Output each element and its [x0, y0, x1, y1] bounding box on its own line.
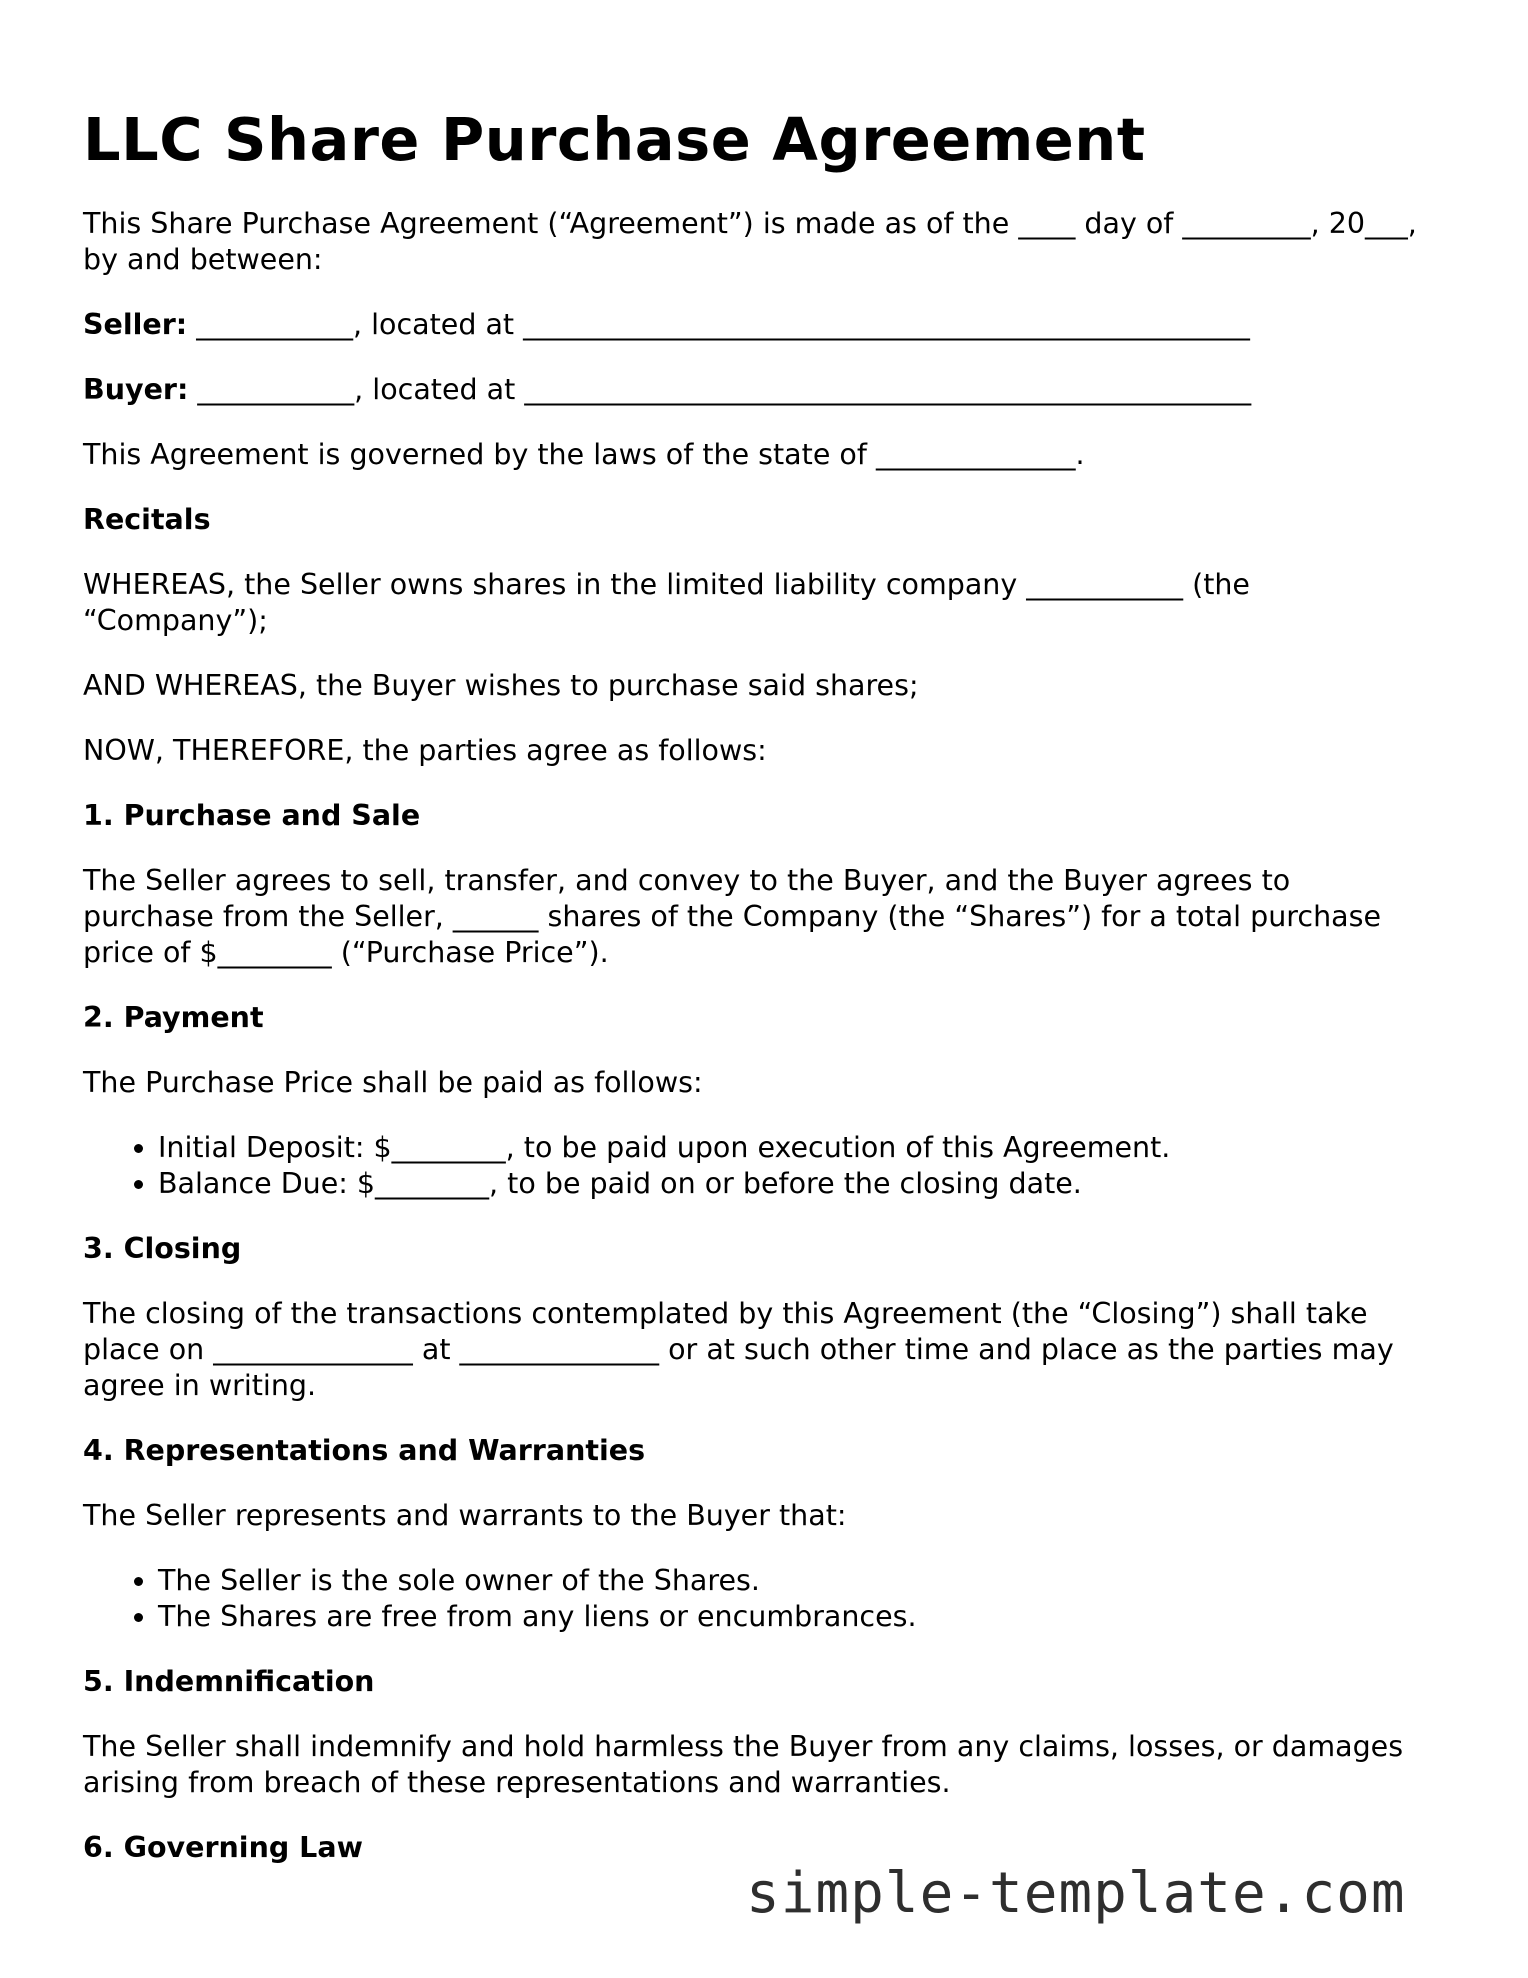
now-therefore-paragraph: NOW, THEREFORE, the parties agree as follows: — [83, 734, 767, 767]
list-item: • Initial Deposit: $________, to be paid upon execution of this Agreement. — [158, 1130, 1423, 1166]
buyer-label: Buyer: — [83, 373, 189, 406]
warranties-list — [83, 1563, 1423, 1635]
section-3-heading: 3. Closing — [83, 1232, 242, 1265]
whereas-paragraph-2: AND WHEREAS, the Buyer wishes to purchase said shares; — [83, 669, 919, 702]
payment-list — [83, 1130, 1423, 1202]
section-1-heading: 1. Purchase and Sale — [83, 799, 421, 832]
intro-paragraph: This Share Purchase Agreement (“Agreement”) is made as of the ____ day of _________, 20___, by and between: — [83, 207, 1417, 276]
section-1-body: The Seller agrees to sell, transfer, and convey to the Buyer, and the Buyer agrees to purchase from the Seller, ______ shares of the Company (the “Shares”) for a total purchase price of $________ (“Purchase Price”). — [83, 864, 1381, 969]
list-item: • The Shares are free from any liens or encumbrances. — [158, 1599, 1423, 1635]
seller-label: Seller: — [83, 308, 188, 341]
document-title: LLC Share Purchase Agreement — [83, 105, 1146, 174]
recitals-heading: Recitals — [83, 503, 211, 536]
governing-state-line: This Agreement is governed by the laws of the state of ______________. — [83, 438, 1085, 471]
section-6-heading: 6. Governing Law — [83, 1831, 363, 1864]
list-item: • Balance Due: $________, to be paid on or before the closing date. — [158, 1166, 1423, 1202]
watermark: simple-template.com — [746, 1861, 1406, 1926]
section-5-heading: 5. Indemnification — [83, 1665, 375, 1698]
section-2-body: The Purchase Price shall be paid as follows: — [83, 1066, 703, 1099]
buyer-text: ___________, located at ___________________________________________________ — [188, 373, 1252, 406]
section-4-body: The Seller represents and warrants to the Buyer that: — [83, 1499, 847, 1532]
document-page — [83, 100, 1423, 1895]
section-5-body: The Seller shall indemnify and hold harmless the Buyer from any claims, losses, or damages arising from breach of these representations and warranties. — [83, 1730, 1404, 1799]
seller-line — [83, 307, 1423, 343]
section-4-heading: 4. Representations and Warranties — [83, 1434, 646, 1467]
seller-text: ___________, located at ___________________________________________________ — [187, 308, 1250, 341]
section-2-heading: 2. Payment — [83, 1001, 264, 1034]
section-3-body: The closing of the transactions contemplated by this Agreement (the “Closing”) shall take place on ______________ at ______________ or at such other time and place as the parties may agree in writing. — [83, 1297, 1394, 1402]
whereas-paragraph-1: WHEREAS, the Seller owns shares in the limited liability company ___________ (the “Company”); — [83, 568, 1250, 637]
buyer-line — [83, 372, 1423, 408]
list-item: • The Seller is the sole owner of the Shares. — [158, 1563, 1423, 1599]
